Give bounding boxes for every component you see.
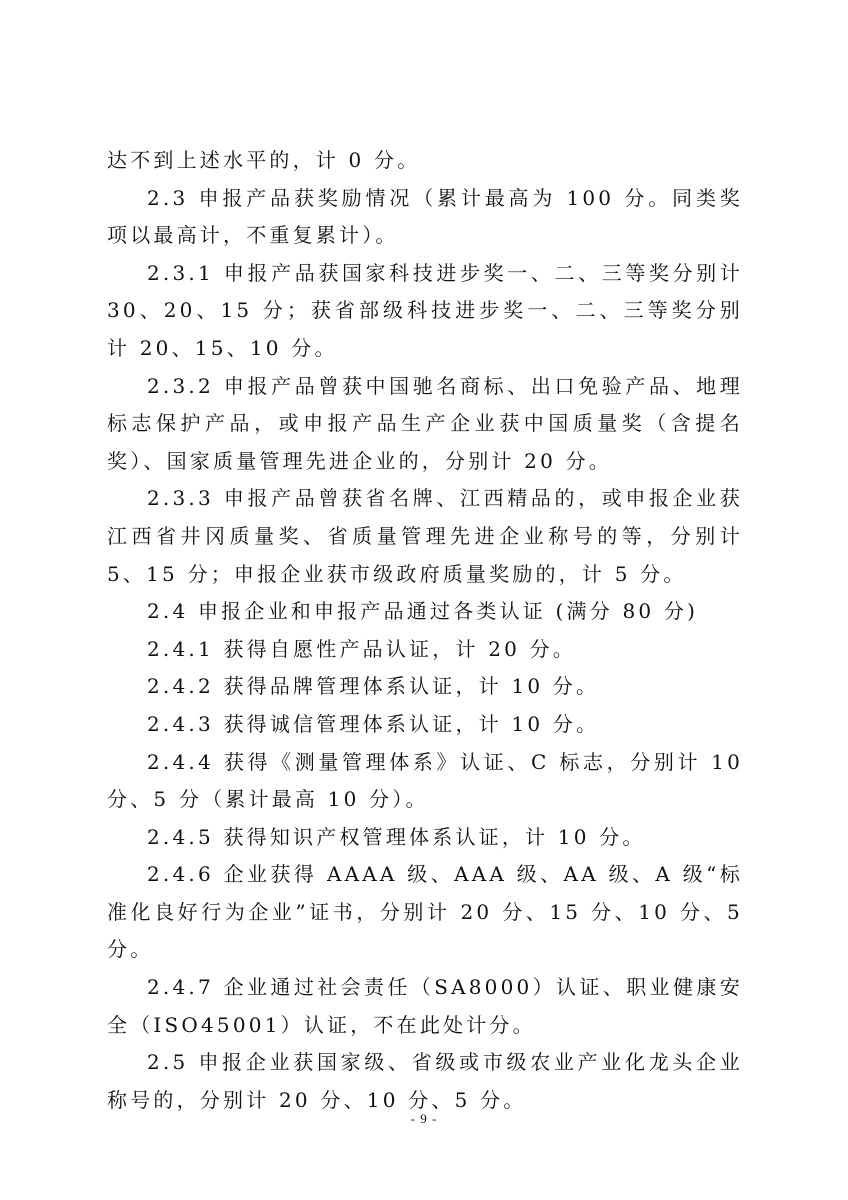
paragraph-2-3-3: 2.3.3 申报产品曾获省名牌、江西精品的，或申报企业获江西省井冈质量奖、省质量管理先进企业称号的等，分别计 5、15 分；申报企业获市级政府质量奖励的，计 5 分。 (107, 486, 743, 586)
page-number: - 9 - (410, 1111, 438, 1126)
paragraph-2-3: 2.3 申报产品获奖励情况（累计最高为 100 分。同类奖项以最高计，不重复累计）。 (107, 185, 743, 248)
body-text (107, 142, 743, 1119)
paragraph-2-4-1: 2.4.1 获得自愿性产品认证，计 20 分。 (147, 636, 577, 661)
paragraph-2-4-2: 2.4.2 获得品牌管理体系认证，计 10 分。 (147, 674, 600, 699)
paragraph-2-4: 2.4 申报企业和申报产品通过各类认证 (满分 80 分) (147, 599, 699, 624)
paragraph-2-4-7: 2.4.7 企业通过社会责任（SA8000）认证、职业健康安全（ISO45001）认证，不在此处计分。 (107, 975, 743, 1037)
paragraph-2-5: 2.5 申报企业获国家级、省级或市级农业产业化龙头企业称号的，分别计 20 分、10 分、5 分。 (107, 1050, 743, 1112)
paragraph-continuation: 达不到上述水平的，计 0 分。 (107, 148, 421, 172)
paragraph-2-3-1: 2.3.1 申报产品获国家科技进步奖一、二、三等奖分别计 30、20、15 分；获省部级科技进步奖一、二、三等奖分别计 20、15、10 分。 (107, 260, 743, 360)
paragraph-2-4-3: 2.4.3 获得诚信管理体系认证，计 10 分。 (147, 711, 600, 736)
paragraph-2-4-6: 2.4.6 企业获得 AAAA 级、AAA 级、AA 级、A 级“标准化良好行为企业”证书，分别计 20 分、15 分、10 分、5 分。 (107, 862, 743, 962)
paragraph-2-4-5: 2.4.5 获得知识产权管理体系认证，计 10 分。 (147, 824, 646, 849)
paragraph-2-3-2: 2.3.2 申报产品曾获中国驰名商标、出口免验产品、地理标志保护产品，或申报产品生产企业获中国质量奖（含提名奖）、国家质量管理先进企业的，分别计 20 分。 (107, 373, 743, 473)
paragraph-2-4-4: 2.4.4 获得《测量管理体系》认证、C 标志，分别计 10 分、5 分（累计最高 10 分）。 (107, 749, 743, 812)
